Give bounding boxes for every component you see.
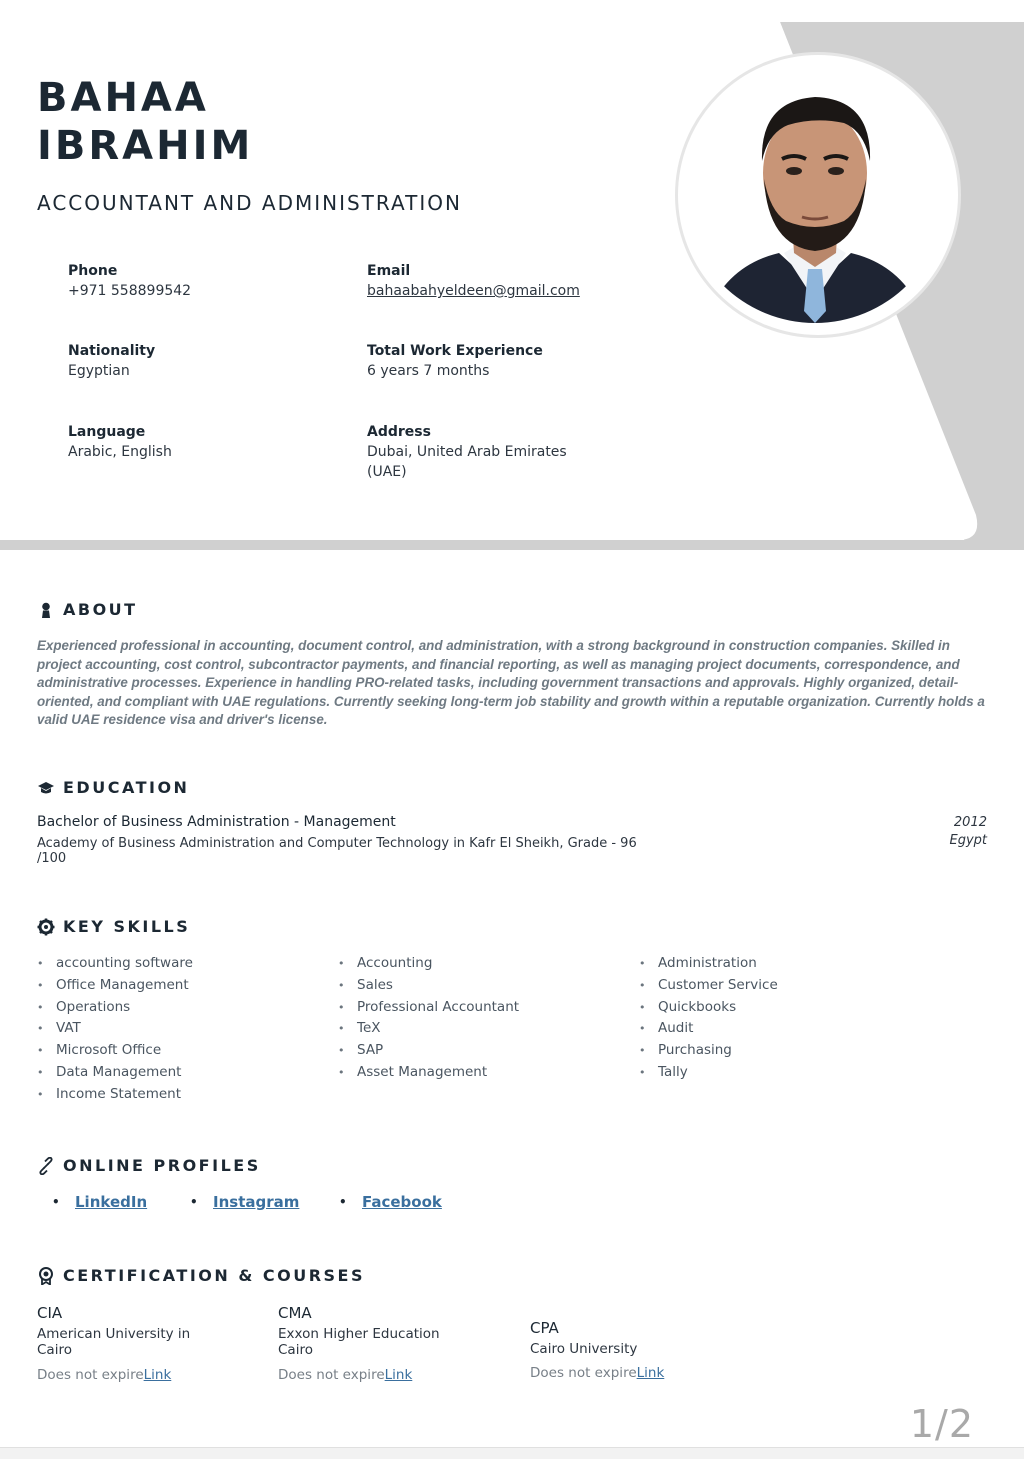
skill-item: • Sales xyxy=(338,975,519,997)
user-icon xyxy=(37,601,55,619)
skill-item: • Income Statement xyxy=(37,1084,193,1106)
address-line2: (UAE) xyxy=(367,464,407,480)
certification-card xyxy=(278,1305,478,1383)
skill-item: • Accounting xyxy=(338,953,519,975)
skill-item: • Operations xyxy=(37,997,193,1019)
certification-expiry: Does not expire xyxy=(278,1366,385,1383)
email-link[interactable]: bahaabahyeldeen@gmail.com xyxy=(367,283,580,299)
address-label: Address xyxy=(367,424,431,440)
skill-item: • Tally xyxy=(639,1062,778,1084)
skills-column-1 xyxy=(37,953,193,1106)
about-heading xyxy=(37,600,138,619)
skills-heading xyxy=(37,917,190,936)
email-block xyxy=(367,261,580,301)
page-indicator: 1/2 xyxy=(909,1402,974,1446)
certification-link[interactable]: Link xyxy=(143,1366,172,1383)
certifications-heading-label: CERTIFICATION & COURSES xyxy=(63,1266,365,1285)
nationality-block xyxy=(68,341,155,381)
language-label: Language xyxy=(68,424,146,440)
skill-item: • Office Management xyxy=(37,975,193,997)
certification-expiry: Does not expire xyxy=(530,1365,637,1381)
certification-issuer: Cairo University xyxy=(530,1340,638,1357)
graduation-cap-icon xyxy=(37,779,55,797)
education-degree: Bachelor of Business Administration - Management xyxy=(37,814,396,830)
award-icon xyxy=(37,1267,55,1285)
certification-link[interactable]: Link xyxy=(636,1365,665,1381)
first-name: BAHAA xyxy=(37,75,209,121)
skill-item: • Data Management xyxy=(37,1062,193,1084)
experience-value: 6 years 7 months xyxy=(367,363,490,379)
language-block xyxy=(68,422,172,462)
education-year: 2012 xyxy=(953,815,987,830)
skill-item: • Professional Accountant xyxy=(338,997,519,1019)
skills-heading-label: KEY SKILLS xyxy=(63,917,191,936)
language-value: Arabic, English xyxy=(68,444,172,460)
facebook-link[interactable]: Facebook xyxy=(362,1193,442,1211)
link-icon xyxy=(37,1157,55,1175)
skill-item: • Microsoft Office xyxy=(37,1040,193,1062)
nationality-value: Egyptian xyxy=(68,363,130,379)
skill-item: • Audit xyxy=(639,1018,778,1040)
education-heading xyxy=(37,778,189,797)
education-heading-label: EDUCATION xyxy=(63,778,190,797)
job-title: ACCOUNTANT AND ADMINISTRATION xyxy=(37,191,462,215)
certification-title: CIA xyxy=(37,1304,63,1322)
phone-value: +971 558899542 xyxy=(68,283,192,299)
skill-item: • SAP xyxy=(338,1040,519,1062)
certification-expiry: Does not expire xyxy=(37,1366,144,1383)
education-country: Egypt xyxy=(949,833,987,848)
certification-card xyxy=(530,1320,730,1382)
phone-label: Phone xyxy=(68,263,118,279)
education-school: Academy of Business Administration and Computer Technology in Kafr El Sheikh, Grade - 96 /100 xyxy=(37,836,637,866)
skill-item: • Administration xyxy=(639,953,778,975)
person-name xyxy=(37,74,253,170)
gear-icon xyxy=(37,918,55,936)
skill-item: • Asset Management xyxy=(338,1062,519,1084)
certifications-heading xyxy=(37,1266,365,1285)
address-block xyxy=(367,422,567,482)
certification-link[interactable]: Link xyxy=(384,1366,413,1383)
address-line1: Dubai, United Arab Emirates xyxy=(367,444,567,460)
page-bottom-edge xyxy=(0,1447,1024,1459)
skills-column-3 xyxy=(639,953,778,1084)
experience-block xyxy=(367,341,543,381)
skills-column-2 xyxy=(338,953,519,1084)
skill-item: • Quickbooks xyxy=(639,997,778,1019)
skill-item: • VAT xyxy=(37,1018,193,1040)
phone-block xyxy=(68,261,191,301)
certification-card xyxy=(37,1305,237,1383)
linkedin-link[interactable]: LinkedIn xyxy=(75,1193,148,1211)
profiles-heading-label: ONLINE PROFILES xyxy=(63,1156,261,1175)
instagram-link[interactable]: Instagram xyxy=(213,1193,300,1211)
nationality-label: Nationality xyxy=(68,343,156,359)
about-text: Experienced professional in accounting, document control, and administration, with a strong background in construction companies. Skilled in project accounting, cost control, subcontractor payments, and financial reporting, as well as managing project documents, correspondence, and administrative processes. Experience in handling PRO-related tasks, including government transactions and approvals. Highly organized, detail-oriented, and compliant with UAE regulations. Currently seeking long-term job stability and growth within a reputable organization. Currently holds a valid UAE residence visa and driver's license. xyxy=(37,638,985,728)
skill-item: • Customer Service xyxy=(639,975,778,997)
certification-issuer: American University in Cairo xyxy=(37,1325,191,1358)
profile-photo-frame xyxy=(675,52,961,338)
skill-item: • Purchasing xyxy=(639,1040,778,1062)
about-heading-label: ABOUT xyxy=(63,600,138,619)
person-portrait-icon xyxy=(684,61,946,323)
certification-title: CMA xyxy=(278,1304,312,1322)
profiles-heading xyxy=(37,1156,261,1175)
last-name: IBRAHIM xyxy=(37,123,254,169)
skill-item: • accounting software xyxy=(37,953,193,975)
profile-photo xyxy=(684,61,946,323)
skill-item: • TeX xyxy=(338,1018,519,1040)
certification-issuer: Exxon Higher Education Cairo xyxy=(278,1325,440,1358)
email-label: Email xyxy=(367,263,411,279)
experience-label: Total Work Experience xyxy=(367,343,543,359)
header-divider xyxy=(0,540,1024,550)
certification-title: CPA xyxy=(530,1319,559,1337)
